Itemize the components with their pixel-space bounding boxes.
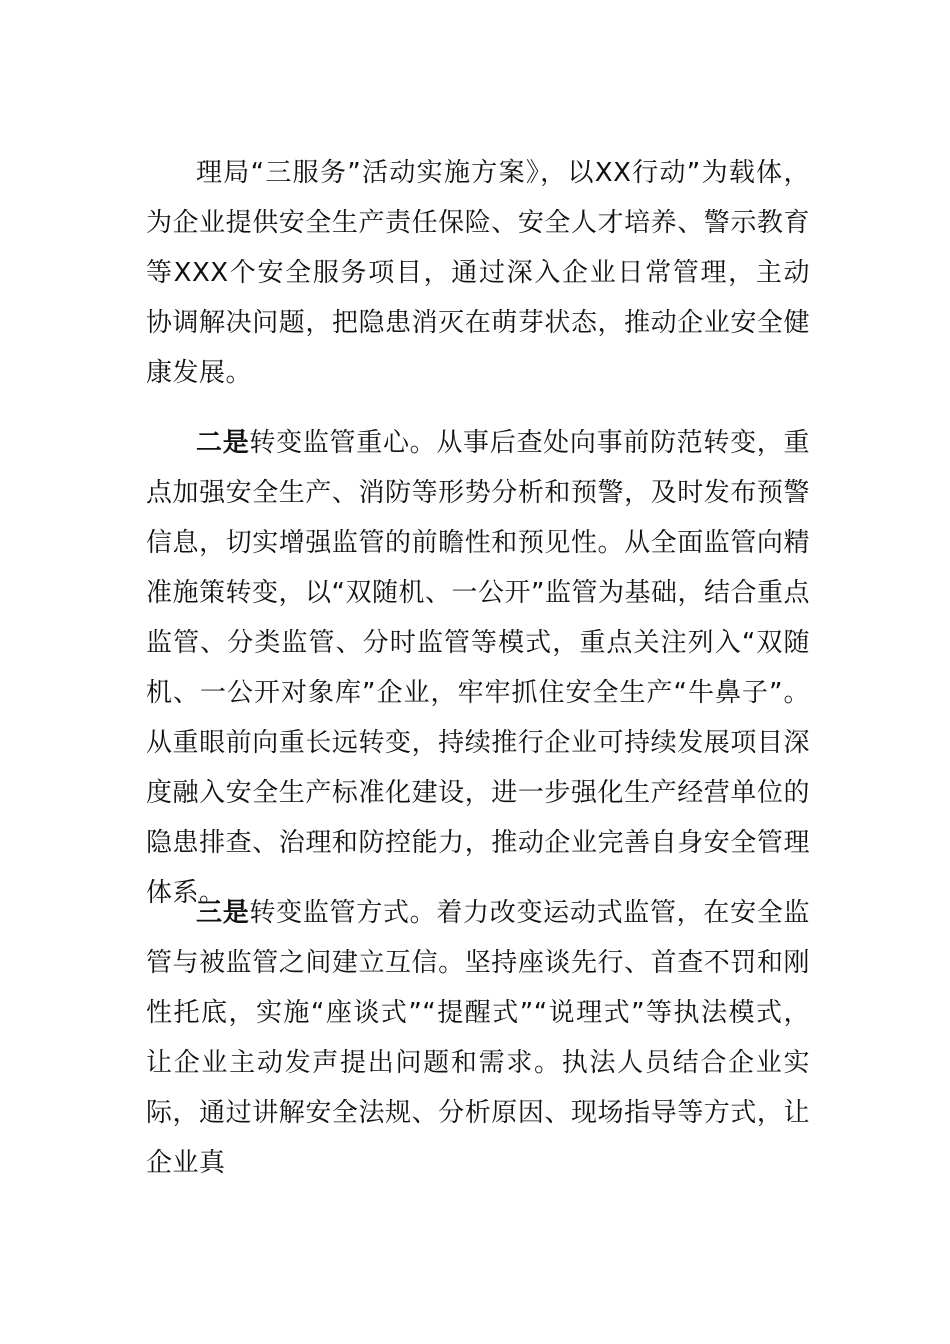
- paragraph-3: [146, 888, 810, 1188]
- paragraph-3-text: 转变监管方式。着力改变运动式监管，在安全监管与被监管之间建立互信。坚持座谈先行、首查不罚和刚性托底，实施“座谈式”“提醒式”“说理式”等执法模式，让企业主动发声提出问题和需求。执法人员结合企业实际，通过讲解安全法规、分析原因、现场指导等方式，让企业真: [146, 898, 810, 1178]
- paragraph-1-text: 理局“三服务”活动实施方案》，以XX行动”为载体，为企业提供安全生产责任保险、安全人才培养、警示教育等XXX个安全服务项目，通过深入企业日常管理，主动协调解决问题，把隐患消灭在萌芽状态，推动企业安全健康发展。: [146, 158, 810, 388]
- paragraph-2-text: 转变监管重心。从事后查处向事前防范转变，重点加强安全生产、消防等形势分析和预警，及时发布预警信息，切实增强监管的前瞻性和预见性。从全面监管向精准施策转变，以“双随机、一公开”监管为基础，结合重点监管、分类监管、分时监管等模式，重点关注列入“双随机、一公开对象库”企业，牢牢抓住安全生产“牛鼻子”。从重眼前向重长远转变，持续推行企业可持续发展项目深度融入安全生产标准化建设，进一步强化生产经营单位的隐患排查、治理和防控能力，推动企业完善自身安全管理体系。: [146, 428, 810, 908]
- paragraph-2: [146, 418, 810, 918]
- paragraph-3-lead: 三是: [196, 898, 250, 928]
- paragraph-1: [146, 148, 810, 398]
- paragraph-2-lead: 二是: [196, 428, 250, 458]
